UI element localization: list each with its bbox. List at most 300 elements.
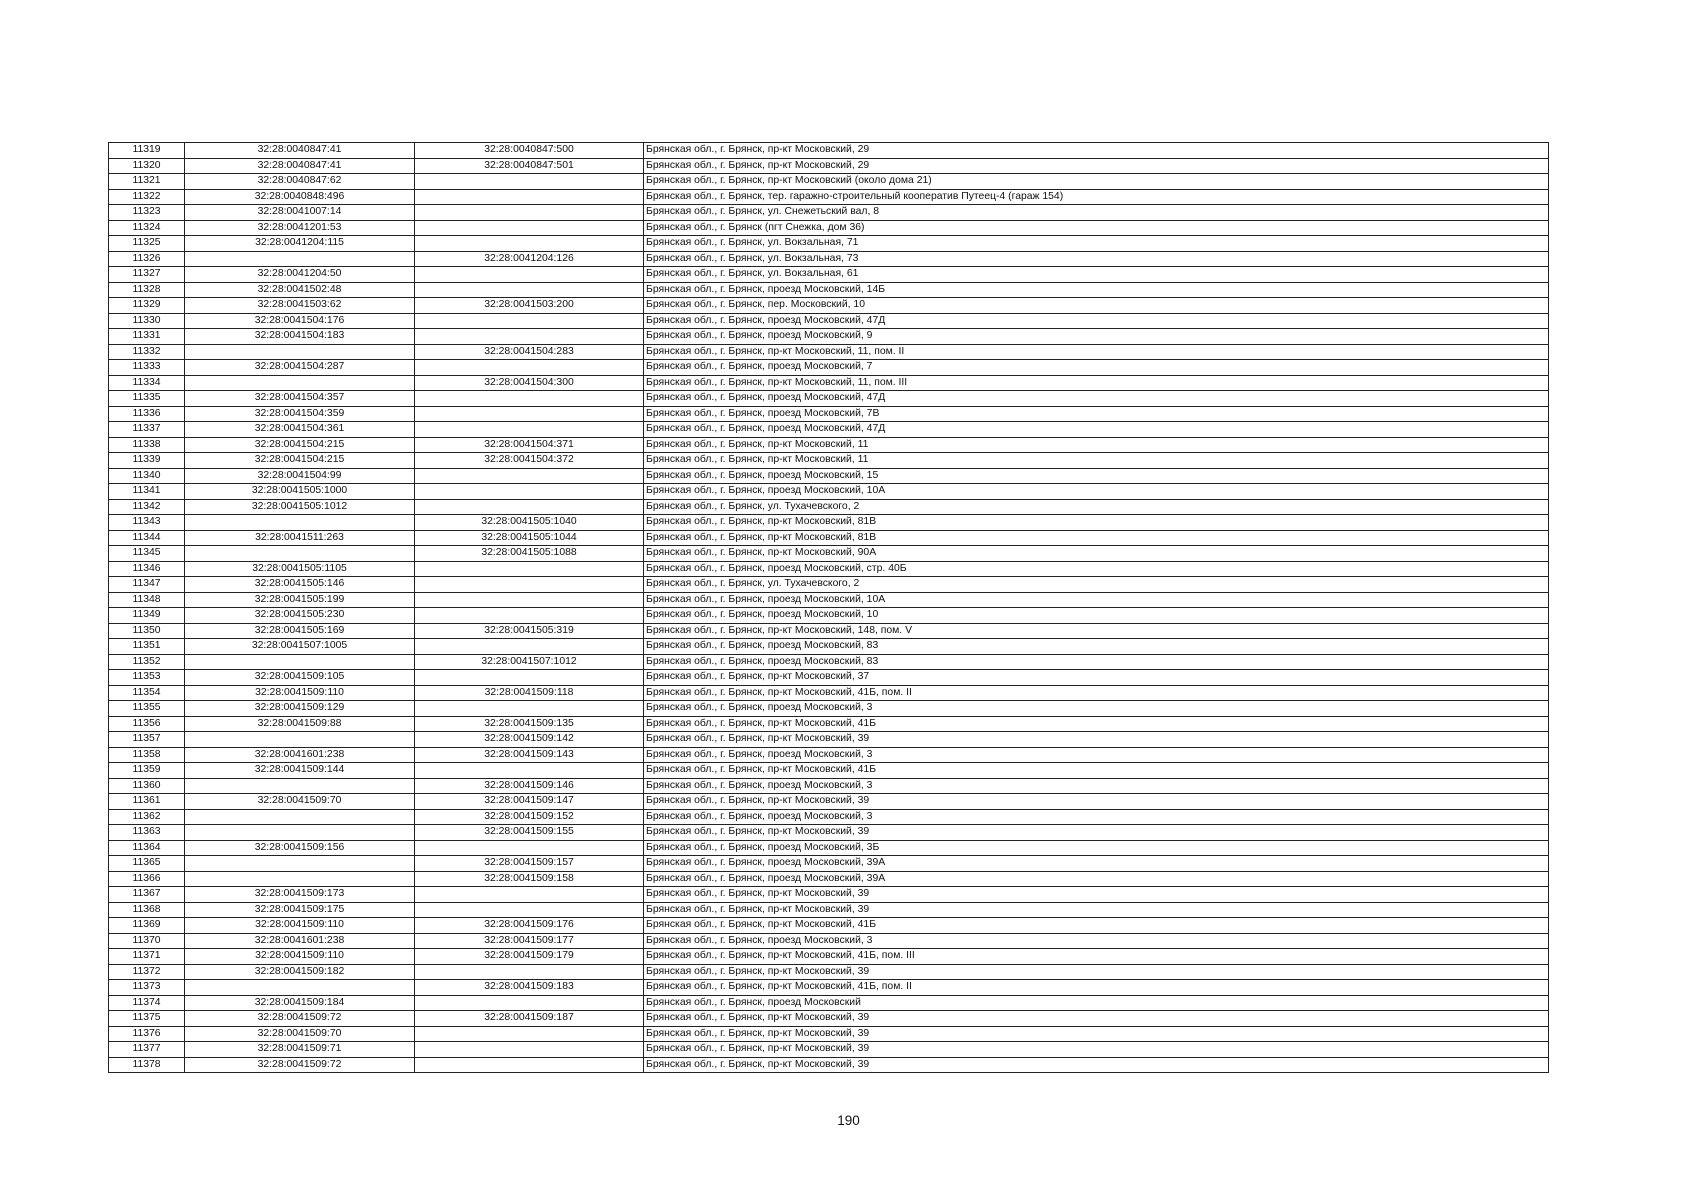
address-cell: Брянская обл., г. Брянск, проезд Московский, 47Д	[644, 313, 1549, 329]
table-row	[109, 375, 1549, 391]
table-row	[109, 623, 1549, 639]
address-cell: Брянская обл., г. Брянск, проезд Московский, 3	[644, 809, 1549, 825]
cadastral-number-cell: 32:28:0040848:496	[185, 189, 415, 205]
cadastral-number-cell	[185, 856, 415, 872]
row-number-cell: 11338	[109, 437, 185, 453]
object-cadastral-number-cell	[415, 406, 644, 422]
object-cadastral-number-cell	[415, 422, 644, 438]
cadastral-number-cell: 32:28:0041509:110	[185, 949, 415, 965]
object-cadastral-number-cell	[415, 499, 644, 515]
registry-table-body	[109, 143, 1549, 1073]
address-cell: Брянская обл., г. Брянск, проезд Московский, 10	[644, 608, 1549, 624]
cadastral-number-cell	[185, 732, 415, 748]
address-cell: Брянская обл., г. Брянск, пер. Московский, 10	[644, 298, 1549, 314]
row-number-cell: 11373	[109, 980, 185, 996]
cadastral-number-cell: 32:28:0041504:99	[185, 468, 415, 484]
address-cell: Брянская обл., г. Брянск, тер. гаражно-строительный кооператив Путеец-4 (гараж 154)	[644, 189, 1549, 205]
row-number-cell: 11364	[109, 840, 185, 856]
row-number-cell: 11360	[109, 778, 185, 794]
address-cell: Брянская обл., г. Брянск, пр-кт Московский, 39	[644, 902, 1549, 918]
table-row	[109, 267, 1549, 283]
cadastral-number-cell: 32:28:0041509:175	[185, 902, 415, 918]
table-row	[109, 453, 1549, 469]
row-number-cell: 11363	[109, 825, 185, 841]
address-cell: Брянская обл., г. Брянск, проезд Московский, 39А	[644, 871, 1549, 887]
row-number-cell: 11320	[109, 158, 185, 174]
row-number-cell: 11332	[109, 344, 185, 360]
cadastral-number-cell: 32:28:0041509:184	[185, 995, 415, 1011]
address-cell: Брянская обл., г. Брянск, проезд Московский, 83	[644, 654, 1549, 670]
row-number-cell: 11362	[109, 809, 185, 825]
table-row	[109, 360, 1549, 376]
table-row	[109, 639, 1549, 655]
object-cadastral-number-cell: 32:28:0041509:155	[415, 825, 644, 841]
table-row	[109, 158, 1549, 174]
address-cell: Брянская обл., г. Брянск, пр-кт Московский, 11	[644, 453, 1549, 469]
row-number-cell: 11331	[109, 329, 185, 345]
address-cell: Брянская обл., г. Брянск, пр-кт Московский, 29	[644, 158, 1549, 174]
cadastral-number-cell: 32:28:0041504:176	[185, 313, 415, 329]
object-cadastral-number-cell	[415, 592, 644, 608]
address-cell: Брянская обл., г. Брянск, пр-кт Московский, 81В	[644, 530, 1549, 546]
table-row	[109, 608, 1549, 624]
cadastral-number-cell: 32:28:0041502:48	[185, 282, 415, 298]
table-row	[109, 1026, 1549, 1042]
row-number-cell: 11342	[109, 499, 185, 515]
table-row	[109, 391, 1549, 407]
address-cell: Брянская обл., г. Брянск, проезд Московский, 3	[644, 701, 1549, 717]
address-cell: Брянская обл., г. Брянск, ул. Тухачевского, 2	[644, 499, 1549, 515]
object-cadastral-number-cell: 32:28:0041509:157	[415, 856, 644, 872]
address-cell: Брянская обл., г. Брянск, ул. Вокзальная, 71	[644, 236, 1549, 252]
row-number-cell: 11356	[109, 716, 185, 732]
table-row	[109, 794, 1549, 810]
table-row	[109, 577, 1549, 593]
table-row	[109, 685, 1549, 701]
row-number-cell: 11337	[109, 422, 185, 438]
address-cell: Брянская обл., г. Брянск, проезд Московский, 10А	[644, 592, 1549, 608]
row-number-cell: 11371	[109, 949, 185, 965]
row-number-cell: 11368	[109, 902, 185, 918]
cadastral-number-cell: 32:28:0041509:129	[185, 701, 415, 717]
row-number-cell: 11378	[109, 1057, 185, 1073]
table-row	[109, 716, 1549, 732]
cadastral-number-cell: 32:28:0041204:50	[185, 267, 415, 283]
object-cadastral-number-cell: 32:28:0041509:147	[415, 794, 644, 810]
table-row	[109, 329, 1549, 345]
object-cadastral-number-cell: 32:28:0041504:371	[415, 437, 644, 453]
property-registry-table	[108, 142, 1549, 1073]
table-row	[109, 189, 1549, 205]
cadastral-number-cell: 32:28:0041204:115	[185, 236, 415, 252]
row-number-cell: 11361	[109, 794, 185, 810]
row-number-cell: 11370	[109, 933, 185, 949]
cadastral-number-cell: 32:28:0041505:1012	[185, 499, 415, 515]
row-number-cell: 11333	[109, 360, 185, 376]
cadastral-number-cell	[185, 825, 415, 841]
row-number-cell: 11340	[109, 468, 185, 484]
object-cadastral-number-cell	[415, 902, 644, 918]
object-cadastral-number-cell: 32:28:0041504:283	[415, 344, 644, 360]
address-cell: Брянская обл., г. Брянск (пгт Снежка, дом 36)	[644, 220, 1549, 236]
row-number-cell: 11343	[109, 515, 185, 531]
table-row	[109, 515, 1549, 531]
table-row	[109, 840, 1549, 856]
address-cell: Брянская обл., г. Брянск, пр-кт Московский, 148, пом. V	[644, 623, 1549, 639]
cadastral-number-cell	[185, 871, 415, 887]
row-number-cell: 11321	[109, 174, 185, 190]
address-cell: Брянская обл., г. Брянск, пр-кт Московский, 41Б, пом. II	[644, 980, 1549, 996]
address-cell: Брянская обл., г. Брянск, проезд Московский	[644, 995, 1549, 1011]
row-number-cell: 11355	[109, 701, 185, 717]
address-cell: Брянская обл., г. Брянск, проезд Московский, 7	[644, 360, 1549, 376]
address-cell: Брянская обл., г. Брянск, проезд Московский, 39А	[644, 856, 1549, 872]
table-row	[109, 561, 1549, 577]
row-number-cell: 11372	[109, 964, 185, 980]
address-cell: Брянская обл., г. Брянск, ул. Снежетьский вал, 8	[644, 205, 1549, 221]
object-cadastral-number-cell: 32:28:0041204:126	[415, 251, 644, 267]
cadastral-number-cell: 32:28:0041503:62	[185, 298, 415, 314]
address-cell: Брянская обл., г. Брянск, проезд Московский, 83	[644, 639, 1549, 655]
object-cadastral-number-cell	[415, 484, 644, 500]
cadastral-number-cell: 32:28:0041509:110	[185, 685, 415, 701]
cadastral-number-cell: 32:28:0041509:72	[185, 1011, 415, 1027]
cadastral-number-cell: 32:28:0041505:199	[185, 592, 415, 608]
address-cell: Брянская обл., г. Брянск, ул. Вокзальная, 61	[644, 267, 1549, 283]
table-row	[109, 670, 1549, 686]
cadastral-number-cell: 32:28:0041504:215	[185, 453, 415, 469]
cadastral-number-cell: 32:28:0041007:14	[185, 205, 415, 221]
cadastral-number-cell: 32:28:0041509:70	[185, 794, 415, 810]
object-cadastral-number-cell	[415, 220, 644, 236]
object-cadastral-number-cell: 32:28:0040847:500	[415, 143, 644, 159]
cadastral-number-cell: 32:28:0040847:41	[185, 158, 415, 174]
row-number-cell: 11374	[109, 995, 185, 1011]
row-number-cell: 11323	[109, 205, 185, 221]
row-number-cell: 11366	[109, 871, 185, 887]
object-cadastral-number-cell: 32:28:0041505:319	[415, 623, 644, 639]
cadastral-number-cell: 32:28:0041505:146	[185, 577, 415, 593]
cadastral-number-cell: 32:28:0041509:156	[185, 840, 415, 856]
object-cadastral-number-cell: 32:28:0041509:187	[415, 1011, 644, 1027]
row-number-cell: 11345	[109, 546, 185, 562]
address-cell: Брянская обл., г. Брянск, проезд Московский, 3	[644, 778, 1549, 794]
row-number-cell: 11336	[109, 406, 185, 422]
table-row	[109, 484, 1549, 500]
object-cadastral-number-cell: 32:28:0041507:1012	[415, 654, 644, 670]
cadastral-number-cell: 32:28:0041601:238	[185, 747, 415, 763]
object-cadastral-number-cell	[415, 1026, 644, 1042]
row-number-cell: 11334	[109, 375, 185, 391]
row-number-cell: 11365	[109, 856, 185, 872]
address-cell: Брянская обл., г. Брянск, пр-кт Московский, 39	[644, 887, 1549, 903]
table-row	[109, 592, 1549, 608]
cadastral-number-cell	[185, 980, 415, 996]
row-number-cell: 11351	[109, 639, 185, 655]
row-number-cell: 11354	[109, 685, 185, 701]
address-cell: Брянская обл., г. Брянск, проезд Московский, 47Д	[644, 422, 1549, 438]
table-row	[109, 468, 1549, 484]
object-cadastral-number-cell	[415, 313, 644, 329]
object-cadastral-number-cell	[415, 468, 644, 484]
cadastral-number-cell: 32:28:0041507:1005	[185, 639, 415, 655]
object-cadastral-number-cell: 32:28:0041509:146	[415, 778, 644, 794]
row-number-cell: 11322	[109, 189, 185, 205]
object-cadastral-number-cell: 32:28:0041509:176	[415, 918, 644, 934]
table-row	[109, 732, 1549, 748]
address-cell: Брянская обл., г. Брянск, пр-кт Московский, 41Б	[644, 918, 1549, 934]
row-number-cell: 11353	[109, 670, 185, 686]
row-number-cell: 11327	[109, 267, 185, 283]
cadastral-number-cell: 32:28:0041201:53	[185, 220, 415, 236]
table-row	[109, 933, 1549, 949]
table-row	[109, 871, 1549, 887]
object-cadastral-number-cell: 32:28:0041505:1044	[415, 530, 644, 546]
address-cell: Брянская обл., г. Брянск, пр-кт Московский, 41Б, пом. II	[644, 685, 1549, 701]
address-cell: Брянская обл., г. Брянск, пр-кт Московский, 39	[644, 825, 1549, 841]
object-cadastral-number-cell	[415, 329, 644, 345]
address-cell: Брянская обл., г. Брянск, пр-кт Московский, 41Б, пом. III	[644, 949, 1549, 965]
table-row	[109, 205, 1549, 221]
object-cadastral-number-cell	[415, 189, 644, 205]
row-number-cell: 11329	[109, 298, 185, 314]
table-row	[109, 530, 1549, 546]
table-row	[109, 887, 1549, 903]
object-cadastral-number-cell	[415, 1057, 644, 1073]
object-cadastral-number-cell	[415, 282, 644, 298]
cadastral-number-cell	[185, 344, 415, 360]
row-number-cell: 11346	[109, 561, 185, 577]
row-number-cell: 11357	[109, 732, 185, 748]
object-cadastral-number-cell: 32:28:0041504:300	[415, 375, 644, 391]
table-row	[109, 964, 1549, 980]
row-number-cell: 11339	[109, 453, 185, 469]
object-cadastral-number-cell: 32:28:0041509:142	[415, 732, 644, 748]
object-cadastral-number-cell	[415, 995, 644, 1011]
cadastral-number-cell: 32:28:0041509:173	[185, 887, 415, 903]
row-number-cell: 11330	[109, 313, 185, 329]
page-number: 190	[837, 1113, 860, 1128]
address-cell: Брянская обл., г. Брянск, пр-кт Московский, 11, пом. II	[644, 344, 1549, 360]
row-number-cell: 11352	[109, 654, 185, 670]
table-row	[109, 546, 1549, 562]
cadastral-number-cell: 32:28:0041509:182	[185, 964, 415, 980]
cadastral-number-cell: 32:28:0041505:1105	[185, 561, 415, 577]
address-cell: Брянская обл., г. Брянск, проезд Московский, 3Б	[644, 840, 1549, 856]
cadastral-number-cell: 32:28:0041509:70	[185, 1026, 415, 1042]
table-row	[109, 437, 1549, 453]
address-cell: Брянская обл., г. Брянск, проезд Московский, 15	[644, 468, 1549, 484]
cadastral-number-cell: 32:28:0041509:105	[185, 670, 415, 686]
cadastral-number-cell: 32:28:0041505:230	[185, 608, 415, 624]
object-cadastral-number-cell	[415, 391, 644, 407]
row-number-cell: 11319	[109, 143, 185, 159]
table-row	[109, 809, 1549, 825]
cadastral-number-cell	[185, 375, 415, 391]
object-cadastral-number-cell	[415, 639, 644, 655]
row-number-cell: 11350	[109, 623, 185, 639]
object-cadastral-number-cell: 32:28:0041509:177	[415, 933, 644, 949]
address-cell: Брянская обл., г. Брянск, пр-кт Московский, 39	[644, 1042, 1549, 1058]
address-cell: Брянская обл., г. Брянск, пр-кт Московский (около дома 21)	[644, 174, 1549, 190]
row-number-cell: 11344	[109, 530, 185, 546]
table-row	[109, 1011, 1549, 1027]
table-row	[109, 918, 1549, 934]
object-cadastral-number-cell: 32:28:0041503:200	[415, 298, 644, 314]
object-cadastral-number-cell: 32:28:0041509:143	[415, 747, 644, 763]
address-cell: Брянская обл., г. Брянск, пр-кт Московский, 39	[644, 732, 1549, 748]
table-row	[109, 763, 1549, 779]
table-row	[109, 406, 1549, 422]
address-cell: Брянская обл., г. Брянск, проезд Московский, стр. 40Б	[644, 561, 1549, 577]
table-row	[109, 422, 1549, 438]
cadastral-number-cell: 32:28:0041509:110	[185, 918, 415, 934]
object-cadastral-number-cell: 32:28:0041505:1088	[415, 546, 644, 562]
object-cadastral-number-cell: 32:28:0041509:135	[415, 716, 644, 732]
row-number-cell: 11347	[109, 577, 185, 593]
table-row	[109, 1042, 1549, 1058]
row-number-cell: 11358	[109, 747, 185, 763]
address-cell: Брянская обл., г. Брянск, пр-кт Московский, 11	[644, 437, 1549, 453]
table-row	[109, 825, 1549, 841]
row-number-cell: 11359	[109, 763, 185, 779]
table-row	[109, 282, 1549, 298]
object-cadastral-number-cell	[415, 561, 644, 577]
address-cell: Брянская обл., г. Брянск, пр-кт Московский, 39	[644, 794, 1549, 810]
address-cell: Брянская обл., г. Брянск, проезд Московский, 47Д	[644, 391, 1549, 407]
address-cell: Брянская обл., г. Брянск, пр-кт Московский, 37	[644, 670, 1549, 686]
row-number-cell: 11376	[109, 1026, 185, 1042]
address-cell: Брянская обл., г. Брянск, проезд Московский, 7В	[644, 406, 1549, 422]
object-cadastral-number-cell	[415, 763, 644, 779]
cadastral-number-cell	[185, 654, 415, 670]
object-cadastral-number-cell	[415, 887, 644, 903]
cadastral-number-cell: 32:28:0041504:183	[185, 329, 415, 345]
address-cell: Брянская обл., г. Брянск, пр-кт Московский, 41Б	[644, 716, 1549, 732]
object-cadastral-number-cell	[415, 360, 644, 376]
object-cadastral-number-cell	[415, 205, 644, 221]
cadastral-number-cell: 32:28:0041509:144	[185, 763, 415, 779]
object-cadastral-number-cell: 32:28:0041505:1040	[415, 515, 644, 531]
table-row	[109, 778, 1549, 794]
address-cell: Брянская обл., г. Брянск, пр-кт Московский, 29	[644, 143, 1549, 159]
address-cell: Брянская обл., г. Брянск, проезд Московский, 3	[644, 933, 1549, 949]
table-row	[109, 747, 1549, 763]
table-row	[109, 949, 1549, 965]
object-cadastral-number-cell: 32:28:0041509:152	[415, 809, 644, 825]
object-cadastral-number-cell	[415, 236, 644, 252]
object-cadastral-number-cell	[415, 174, 644, 190]
address-cell: Брянская обл., г. Брянск, ул. Тухачевского, 2	[644, 577, 1549, 593]
table-row	[109, 251, 1549, 267]
cadastral-number-cell: 32:28:0041505:1000	[185, 484, 415, 500]
object-cadastral-number-cell: 32:28:0041509:183	[415, 980, 644, 996]
table-row	[109, 980, 1549, 996]
object-cadastral-number-cell: 32:28:0041504:372	[415, 453, 644, 469]
object-cadastral-number-cell	[415, 608, 644, 624]
cadastral-number-cell: 32:28:0041509:72	[185, 1057, 415, 1073]
row-number-cell: 11375	[109, 1011, 185, 1027]
row-number-cell: 11325	[109, 236, 185, 252]
cadastral-number-cell	[185, 809, 415, 825]
table-row	[109, 236, 1549, 252]
table-row	[109, 143, 1549, 159]
cadastral-number-cell	[185, 546, 415, 562]
table-row	[109, 174, 1549, 190]
cadastral-number-cell: 32:28:0041509:88	[185, 716, 415, 732]
table-row	[109, 499, 1549, 515]
cadastral-number-cell: 32:28:0041504:357	[185, 391, 415, 407]
cadastral-number-cell: 32:28:0041504:359	[185, 406, 415, 422]
table-row	[109, 701, 1549, 717]
table-row	[109, 313, 1549, 329]
row-number-cell: 11326	[109, 251, 185, 267]
object-cadastral-number-cell	[415, 670, 644, 686]
address-cell: Брянская обл., г. Брянск, пр-кт Московский, 39	[644, 1026, 1549, 1042]
table-row	[109, 298, 1549, 314]
object-cadastral-number-cell	[415, 1042, 644, 1058]
address-cell: Брянская обл., г. Брянск, пр-кт Московский, 39	[644, 1057, 1549, 1073]
cadastral-number-cell	[185, 251, 415, 267]
object-cadastral-number-cell: 32:28:0041509:118	[415, 685, 644, 701]
object-cadastral-number-cell	[415, 840, 644, 856]
address-cell: Брянская обл., г. Брянск, пр-кт Московский, 81В	[644, 515, 1549, 531]
address-cell: Брянская обл., г. Брянск, пр-кт Московский, 11, пом. III	[644, 375, 1549, 391]
cadastral-number-cell: 32:28:0041504:361	[185, 422, 415, 438]
address-cell: Брянская обл., г. Брянск, ул. Вокзальная, 73	[644, 251, 1549, 267]
address-cell: Брянская обл., г. Брянск, пр-кт Московский, 39	[644, 1011, 1549, 1027]
row-number-cell: 11324	[109, 220, 185, 236]
row-number-cell: 11335	[109, 391, 185, 407]
address-cell: Брянская обл., г. Брянск, проезд Московский, 14Б	[644, 282, 1549, 298]
cadastral-number-cell: 32:28:0040847:62	[185, 174, 415, 190]
object-cadastral-number-cell: 32:28:0041509:179	[415, 949, 644, 965]
address-cell: Брянская обл., г. Брянск, пр-кт Московский, 39	[644, 964, 1549, 980]
table-row	[109, 220, 1549, 236]
cadastral-number-cell: 32:28:0040847:41	[185, 143, 415, 159]
object-cadastral-number-cell: 32:28:0041509:158	[415, 871, 644, 887]
address-cell: Брянская обл., г. Брянск, проезд Московский, 10А	[644, 484, 1549, 500]
object-cadastral-number-cell: 32:28:0040847:501	[415, 158, 644, 174]
table-row	[109, 654, 1549, 670]
cadastral-number-cell: 32:28:0041511:263	[185, 530, 415, 546]
object-cadastral-number-cell	[415, 701, 644, 717]
cadastral-number-cell	[185, 515, 415, 531]
table-row	[109, 995, 1549, 1011]
row-number-cell: 11349	[109, 608, 185, 624]
cadastral-number-cell: 32:28:0041601:238	[185, 933, 415, 949]
cadastral-number-cell: 32:28:0041509:71	[185, 1042, 415, 1058]
row-number-cell: 11348	[109, 592, 185, 608]
address-cell: Брянская обл., г. Брянск, пр-кт Московский, 90А	[644, 546, 1549, 562]
row-number-cell: 11377	[109, 1042, 185, 1058]
object-cadastral-number-cell	[415, 964, 644, 980]
object-cadastral-number-cell	[415, 577, 644, 593]
cadastral-number-cell: 32:28:0041504:287	[185, 360, 415, 376]
cadastral-number-cell: 32:28:0041504:215	[185, 437, 415, 453]
address-cell: Брянская обл., г. Брянск, пр-кт Московский, 41Б	[644, 763, 1549, 779]
table-row	[109, 344, 1549, 360]
table-row	[109, 902, 1549, 918]
row-number-cell: 11328	[109, 282, 185, 298]
row-number-cell: 11369	[109, 918, 185, 934]
address-cell: Брянская обл., г. Брянск, проезд Московский, 3	[644, 747, 1549, 763]
row-number-cell: 11367	[109, 887, 185, 903]
cadastral-number-cell	[185, 778, 415, 794]
table-row	[109, 1057, 1549, 1073]
cadastral-number-cell: 32:28:0041505:169	[185, 623, 415, 639]
row-number-cell: 11341	[109, 484, 185, 500]
